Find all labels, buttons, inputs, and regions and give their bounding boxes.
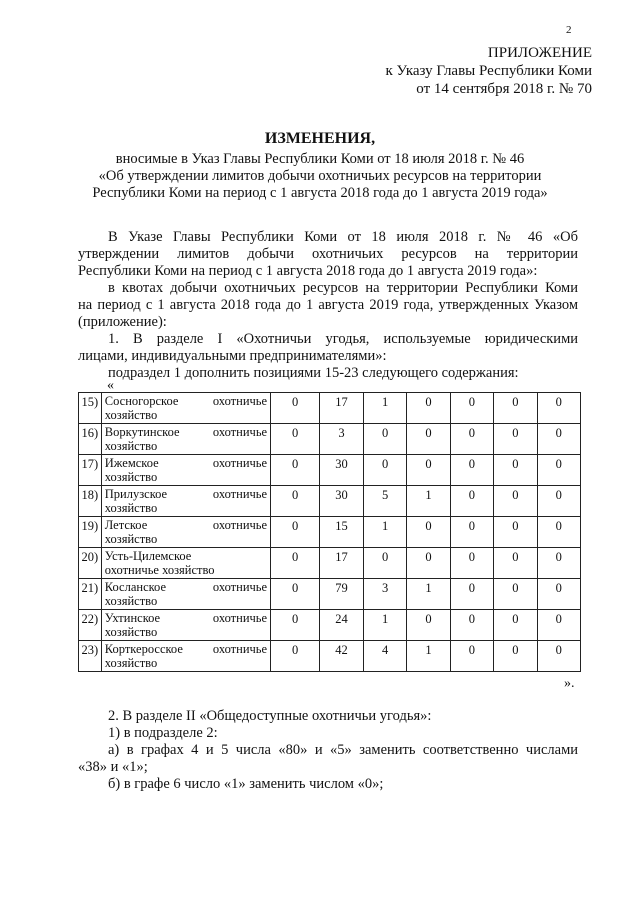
quota-value: 0 bbox=[271, 424, 320, 455]
farm-name-line: хозяйство bbox=[104, 594, 158, 608]
farm-name-line: Сосногорское охотничье bbox=[104, 394, 268, 408]
row-number: 20) bbox=[79, 548, 102, 579]
quote-open: « bbox=[107, 378, 114, 393]
quota-value: 79 bbox=[320, 579, 364, 610]
intro-paragraph bbox=[78, 229, 578, 382]
quota-value: 0 bbox=[537, 579, 580, 610]
quota-value: 0 bbox=[537, 610, 580, 641]
quota-value: 0 bbox=[494, 610, 537, 641]
quota-value: 0 bbox=[271, 393, 320, 424]
quota-value: 0 bbox=[537, 393, 580, 424]
farm-name-line: Летское охотничье bbox=[104, 518, 268, 532]
hunting-farm-name bbox=[101, 610, 270, 641]
quota-value: 0 bbox=[450, 610, 493, 641]
farm-name-line: хозяйство bbox=[104, 532, 158, 546]
quota-value: 0 bbox=[271, 517, 320, 548]
quota-value: 0 bbox=[494, 517, 537, 548]
quota-value: 0 bbox=[537, 548, 580, 579]
table-row bbox=[79, 424, 581, 455]
quota-value: 0 bbox=[407, 610, 450, 641]
farm-name-line: Ухтинское охотничье bbox=[104, 611, 268, 625]
quota-value: 0 bbox=[407, 517, 450, 548]
hunting-farm-name bbox=[101, 517, 270, 548]
farm-name-line: Косланское охотничье bbox=[104, 580, 268, 594]
text-line: «38» и «1»; bbox=[78, 759, 148, 775]
farm-name-line: хозяйство bbox=[104, 408, 158, 422]
table-row bbox=[79, 486, 581, 517]
quota-value: 0 bbox=[450, 641, 493, 672]
text-line: 2. В разделе II «Общедоступные охотничьи угодья»: bbox=[108, 708, 432, 724]
hunting-farm-name bbox=[101, 641, 270, 672]
row-number: 22) bbox=[79, 610, 102, 641]
farm-name-line: Ижемское охотничье bbox=[104, 456, 268, 470]
quota-value: 0 bbox=[450, 517, 493, 548]
text-line: 1) в подразделе 2: bbox=[108, 725, 218, 741]
subtitle-line: Республики Коми на период с 1 августа 2018 года до 1 августа 2019 года» bbox=[92, 185, 548, 201]
quota-value: 0 bbox=[407, 548, 450, 579]
quota-value: 0 bbox=[494, 424, 537, 455]
quota-value: 1 bbox=[363, 610, 406, 641]
quota-value: 3 bbox=[363, 579, 406, 610]
farm-name-line: хозяйство bbox=[104, 439, 158, 453]
quota-value: 0 bbox=[407, 393, 450, 424]
quota-value: 0 bbox=[450, 455, 493, 486]
quota-value: 0 bbox=[494, 641, 537, 672]
quota-value: 4 bbox=[363, 641, 406, 672]
text-line: подраздел 1 дополнить позициями 15-23 следующего содержания: bbox=[108, 365, 519, 381]
document-title: ИЗМЕНЕНИЯ, bbox=[264, 130, 376, 147]
farm-name-line: Воркутинское охотничье bbox=[104, 425, 268, 439]
table-row bbox=[79, 641, 581, 672]
quota-value: 17 bbox=[320, 393, 364, 424]
quota-table bbox=[78, 392, 581, 672]
table-row bbox=[79, 517, 581, 548]
quota-value: 0 bbox=[271, 641, 320, 672]
farm-name-line: Корткеросское охотничье bbox=[104, 642, 268, 656]
quota-value: 0 bbox=[494, 548, 537, 579]
farm-name-line: Усть-Цилемское bbox=[104, 549, 192, 563]
quota-value: 0 bbox=[271, 455, 320, 486]
quota-value: 0 bbox=[537, 455, 580, 486]
quota-value: 0 bbox=[450, 424, 493, 455]
table-row bbox=[79, 393, 581, 424]
appendix-ref: к Указу Главы Республики Коми bbox=[385, 63, 592, 79]
farm-name-line: хозяйство bbox=[104, 501, 158, 515]
quota-value: 0 bbox=[363, 424, 406, 455]
table-row bbox=[79, 610, 581, 641]
quota-value: 5 bbox=[363, 486, 406, 517]
quota-value: 3 bbox=[320, 424, 364, 455]
table-row bbox=[79, 579, 581, 610]
quota-value: 0 bbox=[271, 579, 320, 610]
quota-value: 17 bbox=[320, 548, 364, 579]
quota-value: 0 bbox=[494, 486, 537, 517]
subtitle-line: вносимые в Указ Главы Республики Коми от 18 июля 2018 г. № 46 bbox=[115, 151, 525, 167]
text-line: 1. В разделе I «Охотничьи угодья, используемые юридическими bbox=[108, 331, 578, 347]
quota-value: 1 bbox=[407, 486, 450, 517]
quota-value: 0 bbox=[537, 424, 580, 455]
row-number: 21) bbox=[79, 579, 102, 610]
subtitle-line: «Об утверждении лимитов добычи охотничьих ресурсов на территории bbox=[98, 168, 542, 184]
farm-name-line: хозяйство bbox=[104, 470, 158, 484]
quota-value: 24 bbox=[320, 610, 364, 641]
hunting-farm-name bbox=[101, 548, 270, 579]
quota-value: 1 bbox=[407, 579, 450, 610]
quota-value: 42 bbox=[320, 641, 364, 672]
farm-name-line: Прилузское охотничье bbox=[104, 487, 268, 501]
appendix-label: ПРИЛОЖЕНИЕ bbox=[487, 45, 592, 61]
quota-value: 0 bbox=[363, 548, 406, 579]
appendix-date: от 14 сентября 2018 г. № 70 bbox=[416, 81, 592, 97]
quota-value: 0 bbox=[407, 455, 450, 486]
text-line: лицами, индивидуальными предпринимателями»: bbox=[78, 348, 387, 364]
quota-value: 0 bbox=[271, 610, 320, 641]
row-number: 23) bbox=[79, 641, 102, 672]
text-line: а) в графах 4 и 5 числа «80» и «5» заменить соответственно числами bbox=[108, 742, 578, 758]
quota-value: 0 bbox=[363, 455, 406, 486]
table-row bbox=[79, 455, 581, 486]
text-line: (приложение): bbox=[78, 314, 167, 330]
hunting-farm-name bbox=[101, 393, 270, 424]
text-line: в квотах добычи охотничьих ресурсов на территории Республики Коми bbox=[108, 280, 578, 296]
farm-name-line: охотничье хозяйство bbox=[104, 563, 215, 577]
quota-value: 0 bbox=[494, 455, 537, 486]
quota-value: 30 bbox=[320, 455, 364, 486]
text-line: В Указе Главы Республики Коми от 18 июля 2018 г. № 46 «Об bbox=[108, 229, 578, 245]
quota-value: 1 bbox=[407, 641, 450, 672]
row-number: 19) bbox=[79, 517, 102, 548]
appendix-header bbox=[385, 44, 592, 98]
text-line: на период с 1 августа 2018 года до 1 августа 2019 года, утвержденных Указом bbox=[78, 297, 578, 313]
text-line: утверждении лимитов добычи охотничьих ресурсов на территории bbox=[78, 246, 578, 262]
quota-value: 15 bbox=[320, 517, 364, 548]
quota-value: 0 bbox=[450, 548, 493, 579]
row-number: 17) bbox=[79, 455, 102, 486]
farm-name-line: хозяйство bbox=[104, 656, 158, 670]
quota-value: 0 bbox=[450, 579, 493, 610]
quota-value: 30 bbox=[320, 486, 364, 517]
quota-value: 1 bbox=[363, 517, 406, 548]
quota-value: 0 bbox=[271, 486, 320, 517]
quota-value: 0 bbox=[537, 641, 580, 672]
farm-name-line: хозяйство bbox=[104, 625, 158, 639]
quota-value: 0 bbox=[494, 579, 537, 610]
hunting-farm-name bbox=[101, 424, 270, 455]
quota-value: 0 bbox=[450, 486, 493, 517]
document-subtitle bbox=[40, 151, 600, 202]
table-row bbox=[79, 548, 581, 579]
text-line: б) в графе 6 число «1» заменить числом «0»; bbox=[108, 776, 384, 792]
page-number: 2 bbox=[566, 24, 572, 36]
quota-value: 0 bbox=[407, 424, 450, 455]
quota-value: 0 bbox=[450, 393, 493, 424]
row-number: 16) bbox=[79, 424, 102, 455]
quota-value: 1 bbox=[363, 393, 406, 424]
quota-value: 0 bbox=[271, 548, 320, 579]
hunting-farm-name bbox=[101, 486, 270, 517]
row-number: 18) bbox=[79, 486, 102, 517]
quota-value: 0 bbox=[537, 517, 580, 548]
section2-paragraph bbox=[78, 708, 578, 793]
row-number: 15) bbox=[79, 393, 102, 424]
quota-value: 0 bbox=[494, 393, 537, 424]
hunting-farm-name bbox=[101, 455, 270, 486]
hunting-farm-name bbox=[101, 579, 270, 610]
text-line: Республики Коми на период с 1 августа 2018 года до 1 августа 2019 года»: bbox=[78, 263, 538, 279]
quota-value: 0 bbox=[537, 486, 580, 517]
quote-close: ». bbox=[564, 676, 575, 691]
